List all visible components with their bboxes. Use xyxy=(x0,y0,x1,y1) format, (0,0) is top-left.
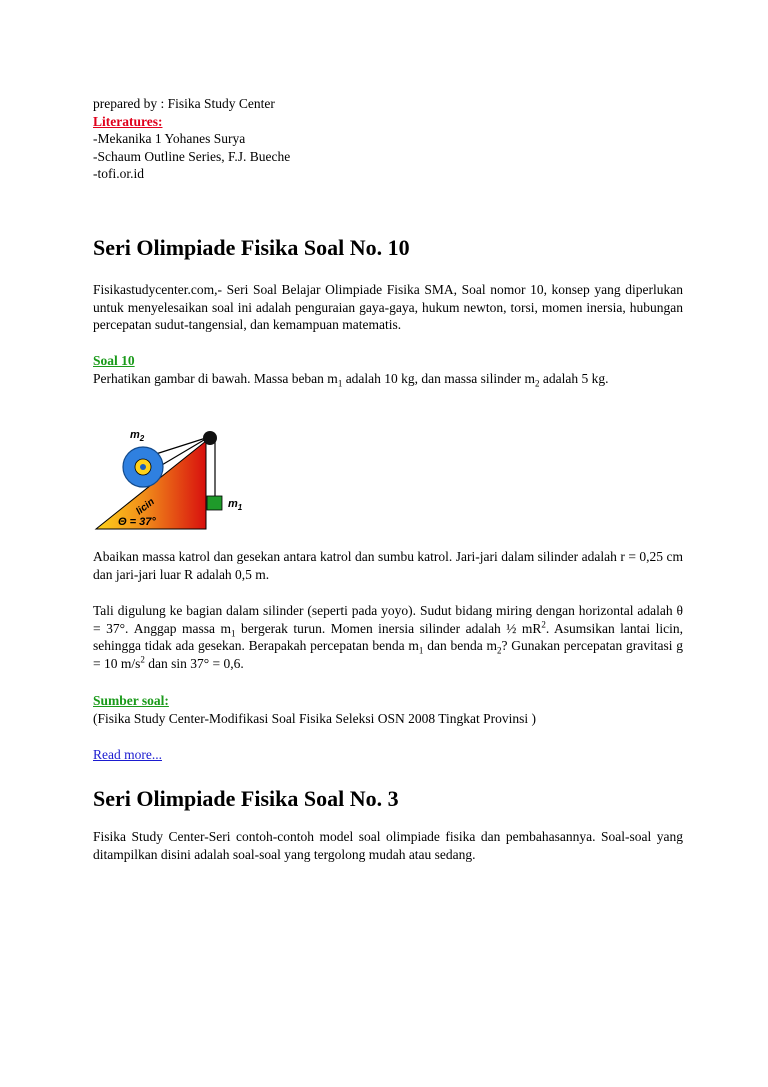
read-more-link[interactable]: Read more... xyxy=(93,747,162,762)
sumber-block xyxy=(93,692,683,727)
soal-block xyxy=(93,352,683,387)
label-m1: $m_1$ xyxy=(228,498,243,512)
article-title: Seri Olimpiade Fisika Soal No. 10 xyxy=(93,235,410,260)
block-m1 xyxy=(207,496,222,510)
pulley xyxy=(203,431,217,445)
incline-figure xyxy=(92,425,257,535)
read-more-block xyxy=(93,746,683,764)
literature-item: -tofi.or.id xyxy=(93,166,144,181)
prepared-by: prepared by : Fisika Study Center xyxy=(93,96,275,111)
article-1-intro xyxy=(93,281,683,334)
article-2-title-block xyxy=(93,786,683,812)
soal-paragraph: Perhatikan gambar di bawah. Massa beban $m_1$ adalah 10 kg, dan massa silinder $m_2$ adalah 5 kg. xyxy=(93,370,609,389)
label-theta: Θ = 37° xyxy=(118,516,156,528)
article-2-intro xyxy=(93,828,683,863)
paragraph-text: Abaikan massa katrol dan gesekan antara katrol dan sumbu katrol. Jari-jari dalam silinder adalah r = 0,25 cm dan jari-jari luar R adalah 0,5 m. xyxy=(93,549,683,582)
soal-heading: Soal 10 xyxy=(93,353,135,368)
cylinder-axle xyxy=(140,464,146,470)
literature-item: -Schaum Outline Series, F.J. Bueche xyxy=(93,148,291,164)
article-title: Seri Olimpiade Fisika Soal No. 3 xyxy=(93,786,399,811)
header-block xyxy=(93,95,683,183)
article-1-title-block xyxy=(93,235,683,261)
label-m2: $m_2$ xyxy=(130,429,145,443)
article-intro: Fisika Study Center-Seri contoh-contoh model soal olimpiade fisika dan pembahasannya. Soal-soal yang ditampilkan disini adalah soal-soal yang tergolong mudah atau sedang. xyxy=(93,829,683,862)
literatures-heading: Literatures: xyxy=(93,113,163,129)
label-licin: licin xyxy=(134,496,157,518)
sumber-text: (Fisika Study Center-Modifikasi Soal Fisika Seleksi OSN 2008 Tingkat Provinsi ) xyxy=(93,710,537,726)
paragraph-2 xyxy=(93,548,683,583)
paragraph-text: Tali digulung ke bagian dalam silinder (seperti pada yoyo). Sudut bidang miring dengan horizontal adalah θ = 37°. Anggap massa $m_1$ bergerak turun. Momen inersia silinder adalah ½ $mR^2$. Asumsikan lantai licin, sehingga tidak ada gesekan. Berapakah percepatan benda $m_1$ dan benda $m_2$? Gunakan percepatan gravitasi g = 10 $m/s^2$ dan sin 37° = 0,6. xyxy=(93,603,684,671)
article-intro: Fisikastudycenter.com,- Seri Soal Belajar Olimpiade Fisika SMA, Soal nomor 10, konsep yang diperlukan untuk menyelesaikan soal ini adalah penguraian gaya-gaya, hukum newton, torsi, momen inersia, hubungan percepatan sudut-tangensial, dan kemampuan matematis. xyxy=(93,282,683,332)
literature-item: -Mekanika 1 Yohanes Surya xyxy=(93,131,246,146)
paragraph-3 xyxy=(93,602,683,672)
sumber-heading: Sumber soal: xyxy=(93,693,169,708)
